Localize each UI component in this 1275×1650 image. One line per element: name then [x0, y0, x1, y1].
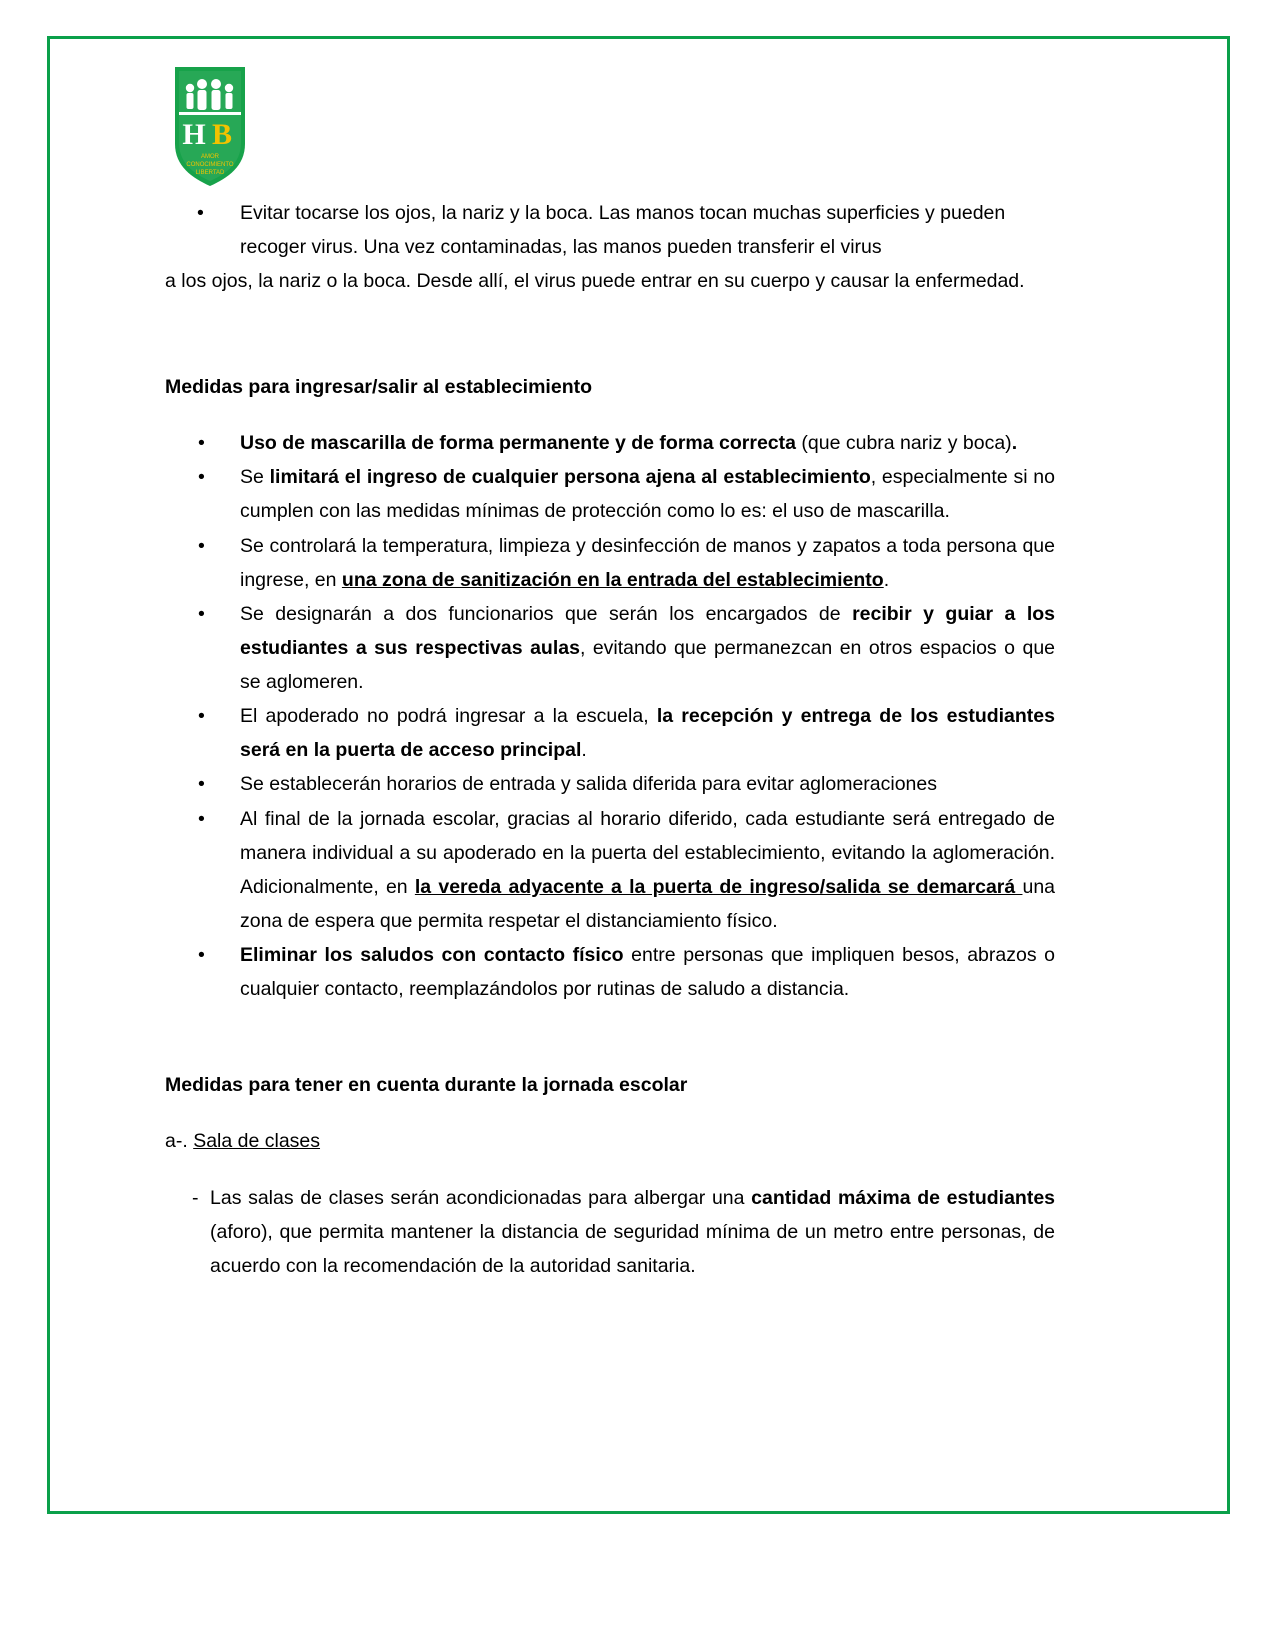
text-run — [415, 876, 1023, 898]
text-run: Al final de la jornada escolar, gracias al horario diferido, cada estudiante será entregado de manera individual a su apoderado en la puerta del establecimiento, evitando la aglomeración. Adicionalmente, en — [240, 807, 1055, 898]
text-run: Las salas de clases serán acondicionadas para albergar una — [210, 1186, 752, 1209]
bullet-glyph-icon: • — [198, 705, 205, 728]
intro-continuation-text: a los ojos, la nariz o la boca. Desde allí, el virus puede entrar en su cuerpo y causar la enfermedad. — [165, 270, 1025, 293]
text-run: . — [883, 568, 890, 591]
bullet-glyph-icon: • — [198, 944, 205, 966]
text-run: , evitando que permanezcan en otros espacios o que se aglomeren. — [240, 636, 1056, 693]
text-run — [751, 1187, 1055, 1209]
school-shield-logo — [170, 62, 250, 192]
text-run: entre personas que impliquen besos, abrazos o cualquier contacto, reemplazándolos por rutinas de saludo a distancia. — [240, 944, 1055, 1001]
text-run: . — [581, 739, 587, 762]
intro-block — [165, 196, 1055, 298]
bold-run: Uso de mascarilla de forma permanente y de forma correcta — [240, 432, 796, 455]
text-run — [270, 466, 871, 488]
text-run: Se establecerán horarios de entrada y salida diferida para evitar aglomeraciones — [240, 773, 937, 796]
bold-run — [415, 876, 1023, 898]
bullet-glyph-icon: • — [198, 534, 205, 557]
bullet-glyph-icon: • — [198, 602, 205, 625]
bullet-glyph-icon: • — [198, 466, 205, 489]
section2-subheading-text: Sala de clases — [193, 1130, 321, 1153]
text-run: Se controlará la temperatura, limpieza y desinfección de manos y zapatos a toda persona que ingrese, en — [240, 534, 1055, 591]
text-run: (aforo), que permita mantener la distancia de seguridad mínima de un metro entre personas, de acuerdo con la recomendación de la autoridad sanitaria. — [210, 1220, 1055, 1277]
text-run: una zona de espera que permita respetar el distanciamiento físico. — [240, 875, 1056, 932]
list-item — [165, 938, 1055, 1006]
bullet-glyph-icon: • — [197, 202, 204, 224]
bold-run: . — [1011, 432, 1018, 455]
text-run — [342, 569, 884, 591]
underline-run: la vereda adyacente a la puerta de ingreso/salida se demarcará — [414, 875, 1023, 898]
underline-run: una zona de sanitización en la entrada del establecimiento — [341, 568, 884, 591]
section2-dash-list — [165, 1181, 1055, 1283]
list-item — [165, 529, 1055, 597]
svg-text:AMOR: AMOR — [201, 154, 219, 160]
section2-heading: Medidas para tener en cuenta durante la jornada escolar — [165, 1074, 688, 1097]
dash-glyph-icon: - — [192, 1186, 199, 1209]
bold-run: limitará el ingreso de cualquier persona ajena al establecimiento — [269, 466, 871, 489]
svg-text:H: H — [182, 118, 206, 151]
bullet-glyph-icon: • — [198, 773, 205, 796]
intro-bullet-text: Evitar tocarse los ojos, la nariz y la boca. Las manos tocan muchas superficies y pueden recoger virus. Una vez contaminadas, las manos pueden transferir el virus — [240, 202, 1006, 259]
list-item — [165, 802, 1055, 939]
text-run — [240, 944, 624, 966]
svg-text:CONOCIMIENTO: CONOCIMIENTO — [186, 162, 234, 168]
svg-text:LIBERTAD: LIBERTAD — [195, 170, 225, 176]
bullet-glyph-icon: • — [198, 807, 205, 830]
list-item — [165, 597, 1055, 699]
document-body — [165, 370, 1055, 1283]
bold-run: Eliminar los saludos con contacto físico — [240, 944, 624, 966]
text-run: Se designarán a dos funcionarios que serán los encargados de — [240, 602, 853, 625]
section1-heading: Medidas para ingresar/salir al establecimiento — [165, 376, 593, 398]
list-item — [165, 1181, 1055, 1283]
section1-bullet-list — [165, 426, 1055, 1006]
list-item — [165, 460, 1055, 528]
list-item — [165, 767, 1055, 801]
section2-subheading-prefix: a-. — [165, 1130, 194, 1153]
list-item — [165, 426, 1055, 460]
intro-bullet-item — [165, 196, 1055, 264]
list-item — [165, 699, 1055, 767]
svg-text:B: B — [211, 118, 233, 151]
bold-run: recibir y guiar a los estudiantes a sus respectivas aulas — [240, 602, 1055, 659]
text-run — [240, 432, 796, 454]
bold-run: cantidad máxima de estudiantes — [751, 1186, 1056, 1209]
text-run: El apoderado no podrá ingresar a la escuela, — [240, 705, 657, 728]
text-run: , especialmente si no cumplen con las medidas mínimas de protección como lo es: el uso de mascarilla. — [240, 466, 1055, 523]
section2-subheading — [165, 1124, 1055, 1158]
text-run — [1012, 432, 1017, 454]
text-run: Se — [240, 466, 270, 489]
bullet-glyph-icon: • — [198, 432, 205, 455]
bold-run — [342, 569, 884, 591]
text-run: (que cubra nariz y boca) — [795, 432, 1012, 455]
bold-run: la recepción y entrega de los estudiantes será en la puerta de acceso principal — [240, 705, 1055, 762]
